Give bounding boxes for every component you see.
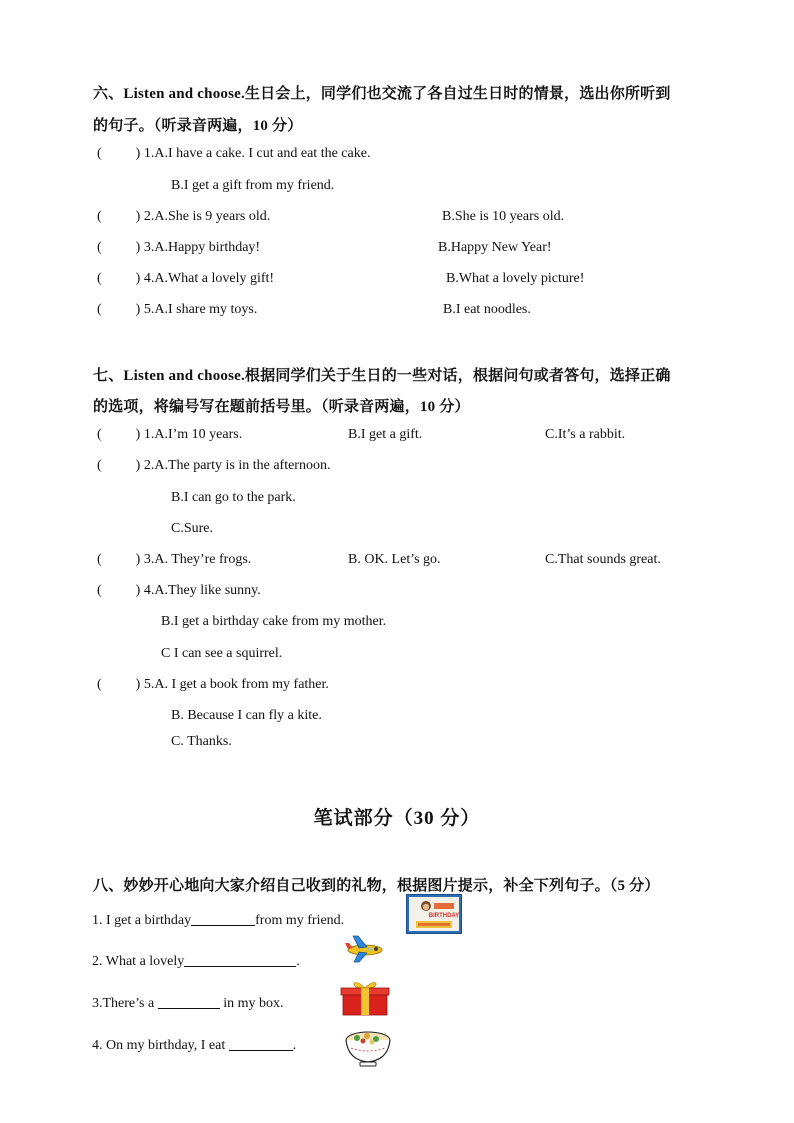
s7-q1-option-c: C.It’s a rabbit.: [545, 427, 626, 442]
s8-sentence-3: [92, 994, 283, 1012]
s6-q1: [97, 146, 370, 162]
sentence-start: 2. What a lovely: [92, 954, 185, 969]
s8-sentence-1: [92, 911, 344, 929]
paren-left: (: [97, 427, 102, 442]
paren-left: (: [97, 240, 102, 255]
paren-left: (: [97, 458, 102, 473]
sentence-end: in my box.: [219, 996, 284, 1011]
fill-blank[interactable]: [229, 1036, 293, 1051]
s7-q3: [97, 552, 251, 568]
q-number: 4.: [143, 583, 155, 598]
section6-title-line1: 六、Listen and choose.生日会上，同学们也交流了各自过生日时的情景，选出你所听到: [93, 86, 671, 102]
s7-q5-option-b: B. Because I can fly a kite.: [171, 708, 322, 723]
s7-q1: [97, 427, 242, 443]
fill-blank[interactable]: [191, 911, 255, 926]
s7-q5-option-c: C. Thanks.: [171, 734, 232, 749]
s7-q4-option-c: C I can see a squirrel.: [161, 646, 283, 661]
s6-q4-option-b: B.What a lovely picture!: [446, 271, 585, 286]
s6-q4: [97, 271, 274, 287]
q-number: 4.: [143, 271, 155, 286]
noodle-bowl-icon: [343, 1026, 393, 1068]
option-a: A.What a lovely gift!: [154, 271, 275, 286]
option-a: A.Happy birthday!: [154, 240, 261, 255]
s7-q1-option-b: B.I get a gift.: [348, 427, 423, 442]
sentence-start: 4. On my birthday, I eat: [92, 1038, 229, 1053]
section6-title-line2: 的句子。（听录音两遍，10 分）: [93, 118, 303, 134]
s8-sentence-2: [92, 952, 300, 970]
s6-q3-option-b: B.Happy New Year!: [438, 240, 552, 255]
s6-q3: [97, 240, 260, 256]
section8-title: 八、妙妙开心地向大家介绍自己收到的礼物，根据图片提示，补全下列句子。（5 分）: [93, 878, 660, 894]
sentence-end: .: [296, 954, 300, 969]
option-a: A.I’m 10 years.: [154, 427, 243, 442]
card-text: BIRTHDAY: [428, 913, 460, 919]
sentence-start: 3.There’s a: [92, 996, 158, 1011]
s7-q3-option-b: B. OK. Let’s go.: [348, 552, 441, 567]
gift-box-icon: [340, 979, 390, 1017]
paren-right: ): [135, 427, 141, 442]
q-number: 3.: [143, 240, 155, 255]
paren-left: (: [97, 302, 102, 317]
q-number: 2.: [143, 458, 155, 473]
sentence-end: from my friend.: [255, 913, 345, 928]
option-a: A.I have a cake. I cut and eat the cake.: [154, 146, 371, 161]
q-number: 1.: [143, 427, 155, 442]
paren-left: (: [97, 209, 102, 224]
paren-left: (: [97, 583, 102, 598]
paren-right: ): [135, 240, 141, 255]
s7-q4-option-b: B.I get a birthday cake from my mother.: [161, 614, 387, 629]
s7-q2-option-b: B.I can go to the park.: [171, 490, 296, 505]
s7-q5: [97, 677, 329, 693]
q-number: 2.: [143, 209, 155, 224]
s7-q2: [97, 458, 330, 474]
paren-right: ): [135, 302, 141, 317]
option-a: A. They’re frogs.: [154, 552, 252, 567]
section7-title-line2: 的选项，将编号写在题前括号里。（听录音两遍，10 分）: [93, 399, 470, 415]
paren-right: ): [135, 677, 141, 692]
fill-blank[interactable]: [158, 994, 220, 1009]
s6-q1-option-b: B.I get a gift from my friend.: [171, 178, 335, 193]
s7-q4: [97, 583, 261, 599]
s6-q2-option-b: B.She is 10 years old.: [442, 209, 565, 224]
sentence-end: .: [292, 1038, 297, 1053]
paren-right: ): [135, 583, 141, 598]
toy-plane-icon: [344, 934, 386, 964]
option-a: A.She is 9 years old.: [154, 209, 271, 224]
paren-right: ): [135, 271, 141, 286]
q-number: 5.: [143, 677, 155, 692]
paren-left: (: [97, 146, 102, 161]
q-number: 3.: [143, 552, 155, 567]
paren-right: ): [135, 146, 141, 161]
option-a: A.The party is in the afternoon.: [154, 458, 331, 473]
written-part-title: 笔试部分（30 分）: [313, 808, 481, 829]
paren-left: (: [97, 552, 102, 567]
paren-right: ): [135, 209, 141, 224]
s6-q2: [97, 209, 270, 225]
paren-left: (: [97, 677, 102, 692]
paren-left: (: [97, 271, 102, 286]
option-a: A.I share my toys.: [154, 302, 258, 317]
s7-q2-option-c: C.Sure.: [171, 521, 213, 536]
paren-right: ): [135, 458, 141, 473]
s6-q5: [97, 302, 257, 318]
q-number: 1.: [143, 146, 155, 161]
s7-q3-option-c: C.That sounds great.: [545, 552, 661, 567]
option-a: A. I get a book from my father.: [154, 677, 329, 692]
paren-right: ): [135, 552, 141, 567]
sentence-start: 1. I get a birthday: [92, 913, 192, 928]
fill-blank[interactable]: [184, 952, 296, 967]
option-a: A.They like sunny.: [154, 583, 261, 598]
q-number: 5.: [143, 302, 155, 317]
s8-sentence-4: [92, 1036, 296, 1054]
section7-title-line1: 七、Listen and choose.根据同学们关于生日的一些对话，根据问句或者答句，选择正确: [93, 368, 671, 384]
s6-q5-option-b: B.I eat noodles.: [443, 302, 531, 317]
birthday-card-icon: [406, 894, 462, 934]
